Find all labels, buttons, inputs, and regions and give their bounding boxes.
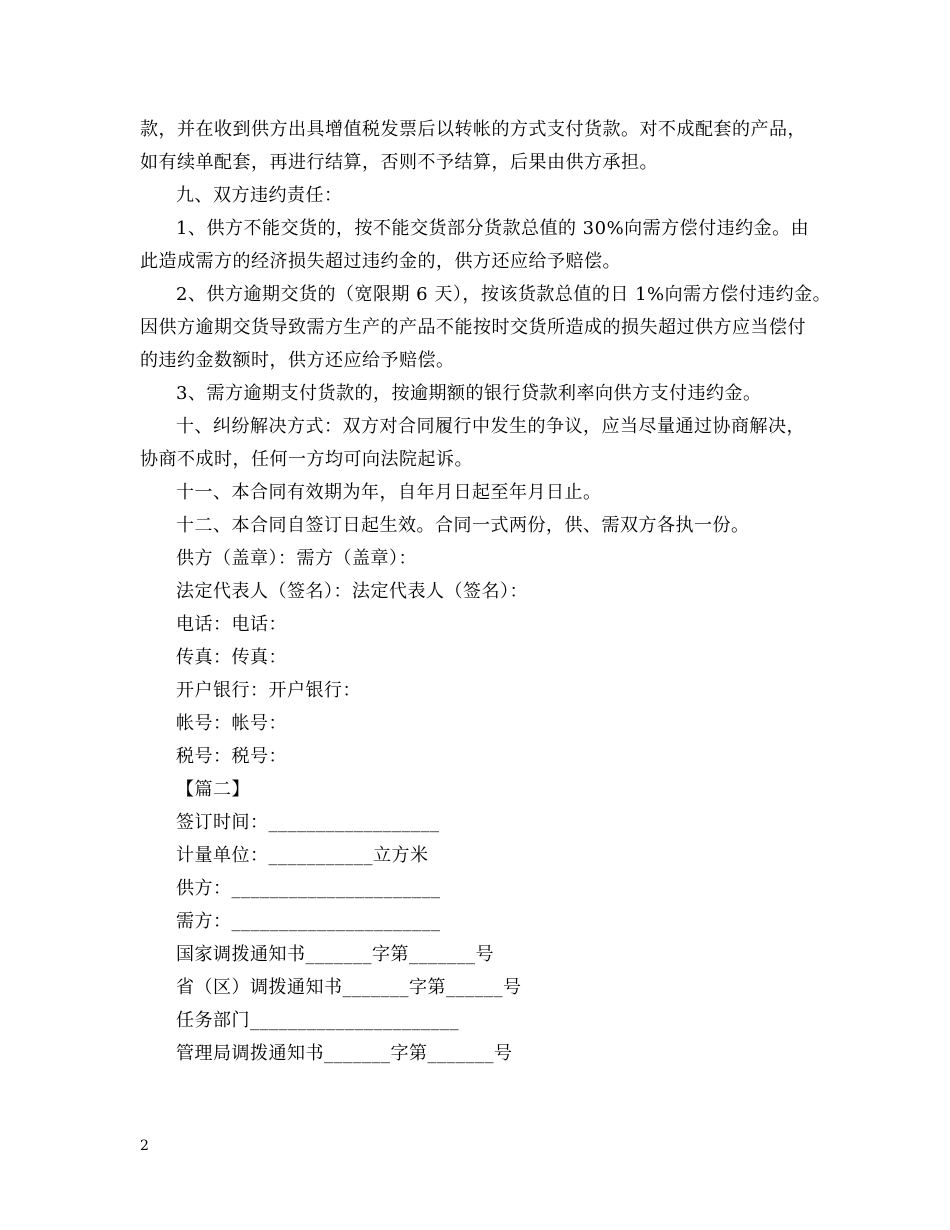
text-line: 供方：______________________ [176, 878, 441, 899]
text-line: 管理局调拨通知书_______字第_______号 [176, 1043, 513, 1064]
text-line: 十二、本合同自签订日起生效。合同一式两份，供、需双方各执一份。 [176, 515, 750, 536]
text-line: 帐号：帐号： [176, 713, 287, 734]
text-line: 需方：______________________ [176, 911, 441, 932]
text-line: 1、供方不能交货的，按不能交货部分货款总值的 30%向需方偿付违约金。由 [176, 218, 810, 239]
text-line: 法定代表人（签名）：法定代表人（签名）： [176, 581, 528, 602]
text-line: 九、双方违约责任： [176, 185, 343, 206]
text-line: 的违约金数额时，供方还应给予赔偿。 [140, 350, 455, 371]
text-line: 如有续单配套，再进行结算，否则不予结算，后果由供方承担。 [140, 152, 658, 173]
text-line: 税号：税号： [176, 746, 287, 767]
text-line: 协商不成时，任何一方均可向法院起诉。 [140, 449, 473, 470]
text-line: 计量单位：___________立方米 [176, 845, 429, 866]
page-number: 2 [140, 1138, 149, 1154]
document-body [140, 113, 832, 1070]
text-line: 开户银行：开户银行： [176, 680, 361, 701]
text-line: 3、需方逾期支付货款的，按逾期额的银行贷款利率向供方支付违约金。 [176, 383, 762, 404]
text-line: 签订时间：__________________ [176, 812, 440, 833]
text-line: 国家调拨通知书_______字第_______号 [176, 944, 494, 965]
text-line: 电话：电话： [176, 614, 287, 635]
text-line: 此造成需方的经济损失超过违约金的，供方还应给予赔偿。 [140, 251, 621, 272]
text-line: 传真：传真： [176, 647, 287, 668]
text-line: 任务部门______________________ [176, 1010, 459, 1031]
text-line: 2、供方逾期交货的（宽限期 6 天），按该货款总值的日 1%向需方偿付违约金。 [176, 284, 832, 305]
text-line: 省（区）调拨通知书_______字第______号 [176, 977, 522, 998]
text-line: 十、纠纷解决方式：双方对合同履行中发生的争议，应当尽量通过协商解决， [176, 416, 805, 437]
text-line: 【篇二】 [176, 779, 250, 800]
text-line: 十一、本合同有效期为年，自年月日起至年月日止。 [176, 482, 602, 503]
text-line: 供方（盖章）：需方（盖章）： [176, 548, 417, 569]
text-line: 款，并在收到供方出具增值税发票后以转帐的方式支付货款。对不成配套的产品， [140, 119, 806, 140]
text-line: 因供方逾期交货导致需方生产的产品不能按时交货所造成的损失超过供方应当偿付 [140, 317, 806, 338]
